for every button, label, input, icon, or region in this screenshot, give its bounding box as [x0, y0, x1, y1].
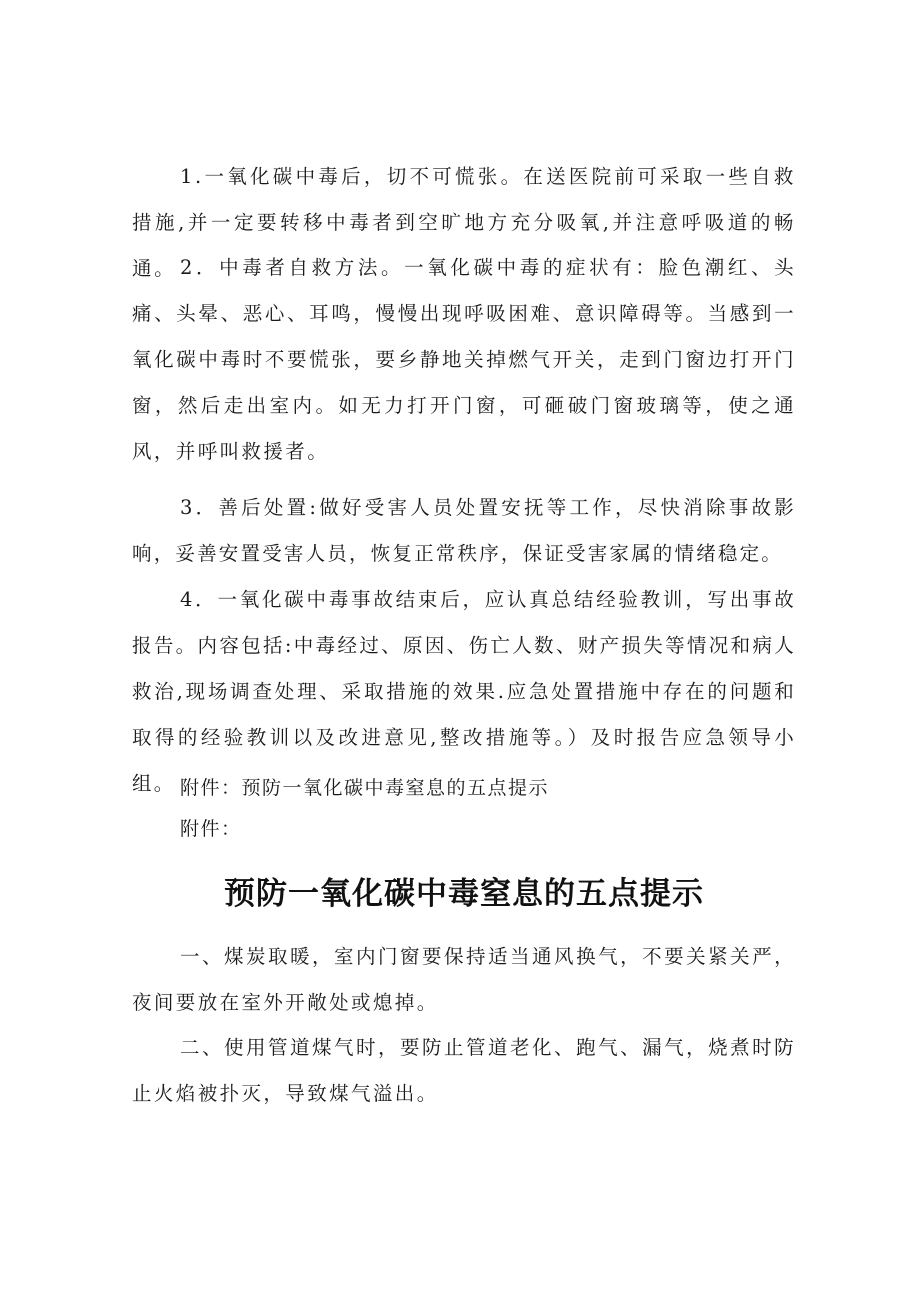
paragraph-1: 1.一氧化碳中毒后，切不可慌张。在送医院前可采取一些自救措施,并一定要转移中毒者到空旷地方充分吸氧,并注意呼吸道的畅通。: [132, 165, 796, 280]
section-title: 预防一氧化碳中毒窒息的五点提示: [224, 876, 704, 912]
attachment-line-2: 附件：: [180, 818, 242, 840]
paragraph-3: 3．善后处置:做好受害人员处置安抚等工作，尽快消除事故影响，妥善安置受害人员，恢复正常秩序，保证受害家属的情绪稳定。: [132, 496, 796, 565]
tip-2: 二、使用管道煤气时，要防止管道老化、跑气、漏气，烧煮时防止火焰被扑灭，导致煤气溢出。: [132, 1036, 796, 1105]
paragraph-2: 2．中毒者自救方法。一氧化碳中毒的症状有：脸色潮红、头痛、头晕、恶心、耳鸣，慢慢出现呼吸困难、意识障碍等。当感到一氧化碳中毒时不要慌张，要乡静地关掉燃气开关，走到门窗边打开门窗，然后走出室内。如无力打开门窗，可砸破门窗玻璃等，使之通风，并呼叫救援者。: [132, 256, 796, 463]
paragraph-4: 4．一氧化碳中毒事故结束后，应认真总结经验教训，写出事故报告。内容包括:中毒经过、原因、伤亡人数、财产损失等情况和病人救治,现场调查处理、采取措施的效果.应急处置措施中存在的问题和取得的经验教训以及改进意见,整改措施等。）及时报告应急领导小组。: [132, 588, 796, 795]
attachment-line-1: 附件：预防一氧化碳中毒窒息的五点提示: [180, 777, 550, 799]
tip-1: 一、煤炭取暖，室内门窗要保持适当通风换气，不要关紧关严，夜间要放在室外开敞处或熄掉。: [132, 945, 796, 1014]
